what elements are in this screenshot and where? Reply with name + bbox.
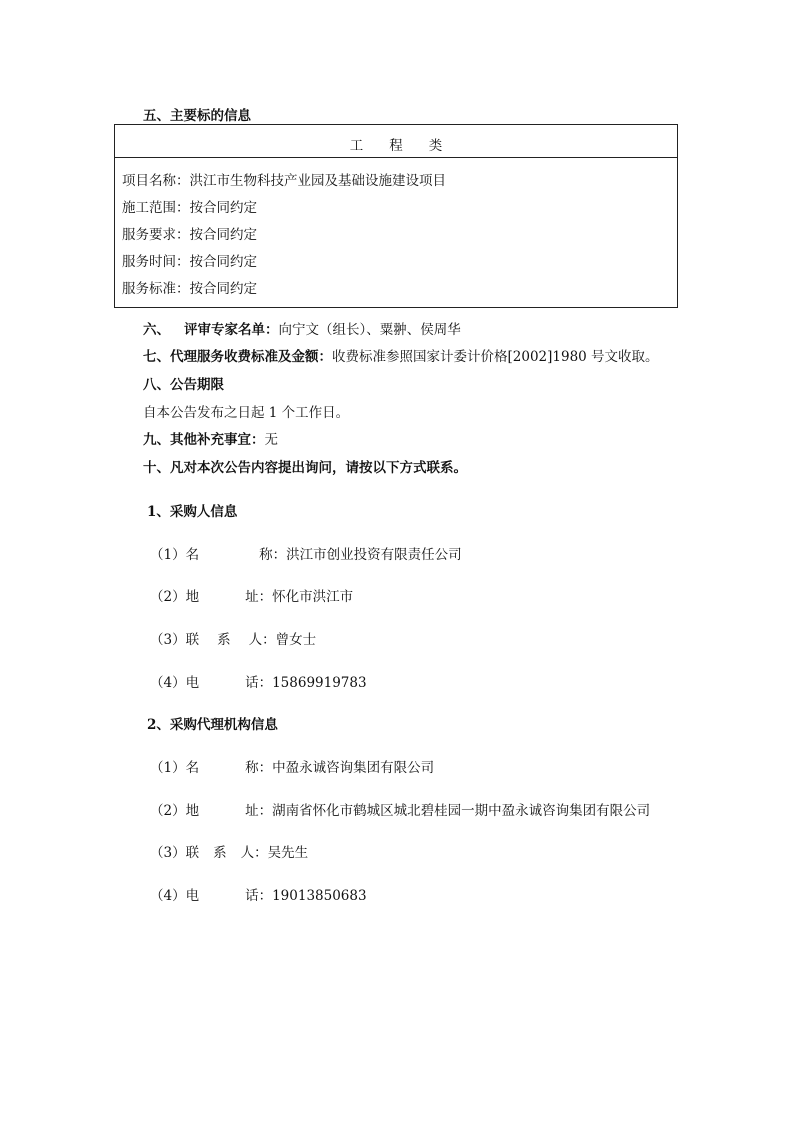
- purchaser-title: 1、采购人信息: [147, 504, 238, 520]
- section-6-value: 向宁文（组长）、粟翀、侯周华: [278, 322, 461, 338]
- purchaser-address-value: 怀化市洪江市: [272, 589, 354, 605]
- row-value: 按合同约定: [189, 200, 257, 216]
- item-label: （3）联: [150, 632, 200, 648]
- row-label: 服务时间：: [122, 254, 190, 270]
- section-7-label: 七、代理服务收费标准及金额：: [143, 349, 332, 365]
- item-label: （4）电: [150, 675, 200, 691]
- item-label-end: 人：: [248, 632, 276, 648]
- purchaser-contact-row: [150, 628, 316, 648]
- purchaser-phone-value: 15869919783: [272, 675, 367, 691]
- agency-address-row: [150, 799, 650, 819]
- item-label-end: 称：: [245, 760, 273, 776]
- row-label: 服务标准：: [122, 281, 190, 297]
- item-label-mid: 系: [217, 632, 231, 648]
- item-label: （2）地: [150, 589, 200, 605]
- row-value: 按合同约定: [189, 281, 257, 297]
- table-row-service-standard: [122, 277, 257, 297]
- item-label: （1）名: [150, 547, 200, 563]
- purchaser-phone-row: [150, 671, 367, 691]
- agency-phone-row: [150, 884, 367, 904]
- agency-title: 2、采购代理机构信息: [147, 717, 278, 733]
- item-label-end: 话：: [245, 888, 273, 904]
- row-label: 施工范围：: [122, 200, 190, 216]
- table-row-project-name: [122, 169, 446, 189]
- table-header-text: 工程类: [349, 138, 469, 154]
- item-label-end: 人：: [240, 845, 268, 861]
- row-label: 服务要求：: [122, 227, 190, 243]
- section-9-label: 九、其他补充事宜：: [143, 432, 265, 448]
- item-label: （1）名: [150, 760, 200, 776]
- agency-phone-value: 19013850683: [272, 888, 367, 904]
- purchaser-name-row: [150, 543, 462, 563]
- row-value: 洪江市生物科技产业园及基础设施建设项目: [189, 173, 446, 189]
- agency-name-value: 中盈永诚咨询集团有限公司: [272, 760, 435, 776]
- item-label-end: 称：: [259, 547, 287, 563]
- purchaser-contact-value: 曾女士: [275, 632, 317, 648]
- section-10-title: 十、凡对本次公告内容提出询问，请按以下方式联系。: [143, 460, 467, 476]
- main-object-table: [114, 124, 678, 308]
- section-9: [143, 428, 278, 448]
- item-label-end: 址：: [245, 803, 273, 819]
- table-row-construction-scope: [122, 196, 257, 216]
- item-label-end: 话：: [245, 675, 273, 691]
- table-row-service-time: [122, 250, 257, 270]
- item-label: （4）电: [150, 888, 200, 904]
- row-label: 项目名称：: [122, 173, 190, 189]
- section-6-label: 评审专家名单：: [184, 322, 279, 338]
- purchaser-address-row: [150, 585, 353, 605]
- table-header: [115, 125, 677, 158]
- item-label: （3）联: [150, 845, 200, 861]
- agency-name-row: [150, 756, 434, 776]
- section-6-number: 六、: [143, 322, 170, 338]
- item-label-mid: 系: [213, 845, 227, 861]
- row-value: 按合同约定: [189, 254, 257, 270]
- section-7: [143, 345, 659, 365]
- section-6: [143, 318, 461, 338]
- agency-contact-value: 吴先生: [267, 845, 309, 861]
- purchaser-name-value: 洪江市创业投资有限责任公司: [286, 547, 462, 563]
- item-label-end: 址：: [245, 589, 273, 605]
- row-value: 按合同约定: [189, 227, 257, 243]
- section-5-title: 五、主要标的信息: [143, 108, 251, 124]
- agency-address-value: 湖南省怀化市鹤城区城北碧桂园一期中盈永诚咨询集团有限公司: [272, 803, 651, 819]
- section-7-value: 收费标准参照国家计委计价格[2002]1980 号文收取。: [332, 349, 659, 365]
- table-row-service-requirement: [122, 223, 257, 243]
- section-8-text: 自本公告发布之日起 1 个工作日。: [143, 405, 350, 421]
- agency-contact-row: [150, 841, 308, 861]
- section-9-value: 无: [264, 432, 278, 448]
- section-8-title: 八、公告期限: [143, 377, 224, 393]
- item-label: （2）地: [150, 803, 200, 819]
